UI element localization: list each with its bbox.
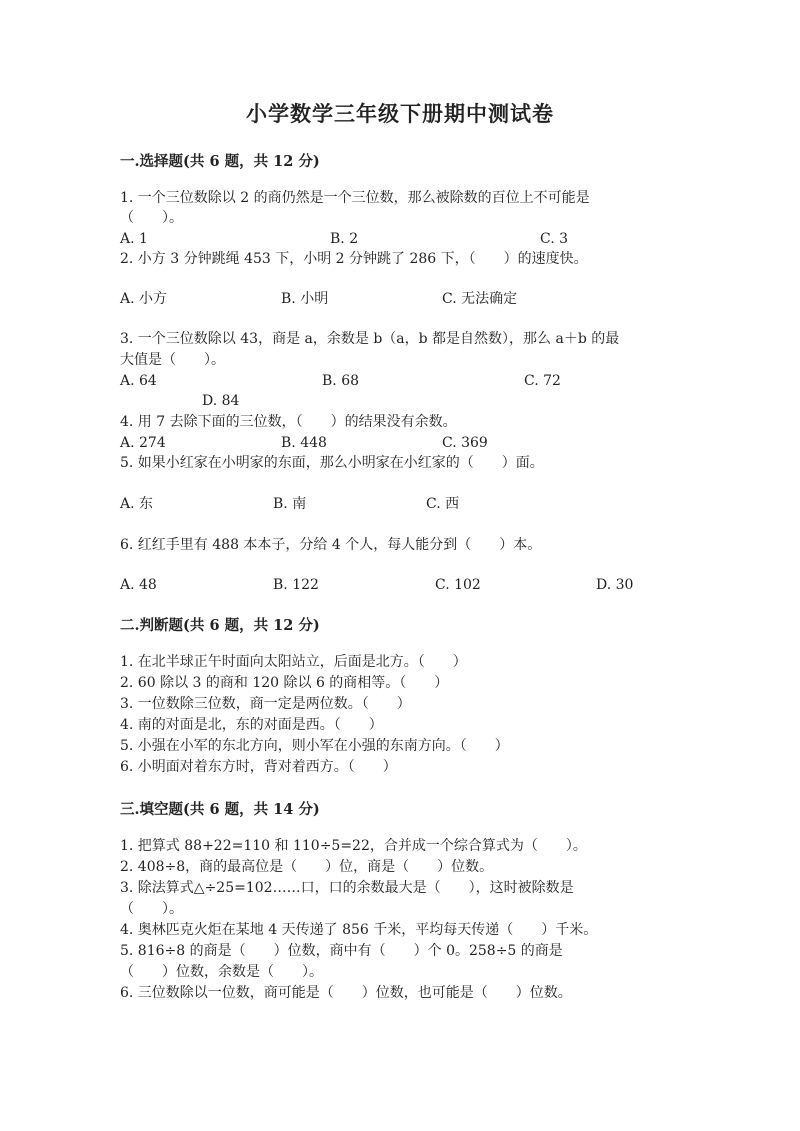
question-5-option-a: A. 东 <box>120 496 154 512</box>
question-1-text-cont: （ ）。 <box>120 210 183 226</box>
question-6-option-b: B. 122 <box>273 577 319 593</box>
fill-blank-line: （ ）位数，余数是（ ）。 <box>120 964 323 980</box>
question-6-option-d: D. 30 <box>596 577 634 593</box>
question-6-option-a: A. 48 <box>120 577 157 593</box>
question-4-option-a: A. 274 <box>120 435 166 451</box>
section-heading-multiple-choice: 一.选择题(共 6 题，共 12 分) <box>120 153 320 170</box>
fill-blank-line: 4. 奥林匹克火炬在某地 4 天传递了 856 千米，平均每天传递（ ）千米。 <box>120 922 598 938</box>
fill-blank-line: 1. 把算式 88+22=110 和 110÷5=22，合并成一个综合算式为（ ）。 <box>120 838 587 854</box>
question-2-text: 2. 小方 3 分钟跳绳 453 下，小明 2 分钟跳了 286 下，（ ）的速度快。 <box>120 251 588 267</box>
question-5-option-c: C. 西 <box>426 496 460 512</box>
judgment-item: 5. 小强在小军的东北方向，则小军在小强的东南方向。（ ） <box>120 738 509 754</box>
question-3-option-d: D. 84 <box>202 393 240 409</box>
question-4-text: 4. 用 7 去除下面的三位数，（ ）的结果没有余数。 <box>120 414 457 430</box>
question-6-option-c: C. 102 <box>435 577 481 593</box>
question-2-option-b: B. 小明 <box>281 291 329 307</box>
page-title: 小学数学三年级下册期中测试卷 <box>246 101 554 126</box>
fill-blank-line: 2. 408÷8，商的最高位是（ ）位，商是（ ）位数。 <box>120 859 494 875</box>
fill-blank-line: 5. 816÷8 的商是（ ）位数，商中有（ ）个 0。258÷5 的商是 <box>120 943 563 959</box>
question-3-option-a: A. 64 <box>120 373 157 389</box>
question-5-text: 5. 如果小红家在小明家的东面，那么小明家在小红家的（ ）面。 <box>120 455 544 471</box>
question-2-option-a: A. 小方 <box>120 291 168 307</box>
judgment-item: 4. 南的对面是北，东的对面是西。（ ） <box>120 717 383 733</box>
judgment-item: 3. 一位数除三位数，商一定是两位数。（ ） <box>120 696 411 712</box>
section-heading-true-false: 二.判断题(共 6 题，共 12 分) <box>120 617 320 634</box>
question-4-option-c: C. 369 <box>442 435 488 451</box>
question-1-option-b: B. 2 <box>330 231 359 247</box>
judgment-item: 1. 在北半球正午时面向太阳站立，后面是北方。（ ） <box>120 654 467 670</box>
fill-blank-line: 6. 三位数除以一位数，商可能是（ ）位数，也可能是（ ）位数。 <box>120 985 572 1001</box>
question-5-option-b: B. 南 <box>273 496 307 512</box>
question-3-text: 3. 一个三位数除以 43，商是 a，余数是 b（a，b 都是自然数），那么 a＋b 的最 <box>120 331 620 347</box>
question-3-option-b: B. 68 <box>322 373 360 389</box>
question-3-text-cont: 大值是（ ）。 <box>120 352 225 368</box>
question-3-option-c: C. 72 <box>524 373 561 389</box>
question-1-option-c: C. 3 <box>540 231 569 247</box>
fill-blank-line: 3. 除法算式△÷25=102……口，口的余数最大是（ ），这时被除数是 <box>120 880 574 896</box>
question-2-option-c: C. 无法确定 <box>442 291 518 307</box>
question-1-text: 1. 一个三位数除以 2 的商仍然是一个三位数，那么被除数的百位上不可能是 <box>120 190 590 206</box>
section-heading-fill-blank: 三.填空题(共 6 题，共 14 分) <box>120 801 320 818</box>
question-6-text: 6. 红红手里有 488 本本子，分给 4 个人，每人能分到（ ）本。 <box>120 537 542 553</box>
question-1-option-a: A. 1 <box>120 231 148 247</box>
fill-blank-line: （ ）。 <box>120 901 183 917</box>
judgment-item: 2. 60 除以 3 的商和 120 除以 6 的商相等。（ ） <box>120 675 449 691</box>
question-4-option-b: B. 448 <box>281 435 327 451</box>
judgment-item: 6. 小明面对着东方时，背对着西方。（ ） <box>120 759 397 775</box>
